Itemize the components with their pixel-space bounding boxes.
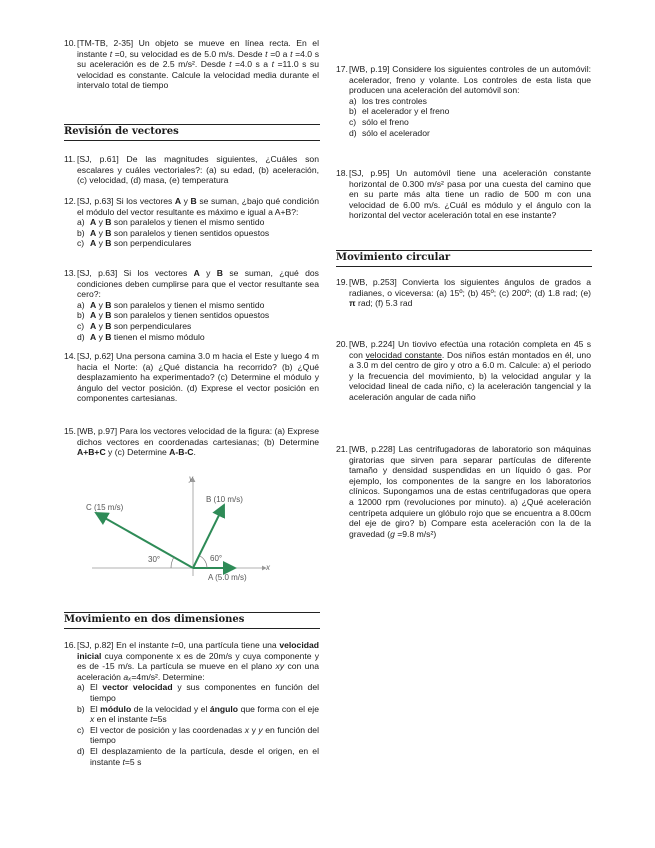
list-item: b) A y B son paralelos y tienen sentidos opuestos [77, 310, 270, 321]
problem-text: [SJ, p.63] Si los vectores A y B se suman, ¿bajo qué condición el módulo del vector resultante es máximo e igual a A+B?: a) A y B son paralelos y tienen el mismo sentido b) A y B son paralelos y tienen sentidos opuestos c) A y B son perpendiculares [77, 196, 319, 249]
option-list [77, 682, 319, 767]
angle-arc-30 [171, 557, 174, 568]
problem-number: 10. [64, 38, 76, 48]
label-C: C (15 m/s) [86, 503, 124, 512]
problem-text: [TM-TB, 2-35] Un objeto se mueve en línea recta. En el instante t =0, su velocidad es de 5.0 m/s. Desde t =0 a t =4.0 s su aceleración es de 2.5 m/s². Desde t =4.0 s a t =11.0 s su velocidad es constante. Calcule la velocidad media durante el intervalo total de tiempo [77, 38, 319, 91]
list-item: c) El vector de posición y las coordenadas x y y en función del tiempo [77, 724, 319, 746]
list-item: d) El desplazamiento de la partícula, desde el origen, en el instante t=5 s [77, 745, 319, 767]
angle-label-60: 60° [210, 554, 223, 563]
section-heading-circular: Movimiento circular [336, 250, 592, 267]
label-A: A (5.0 m/s) [208, 573, 247, 582]
problem-text: [WB, p.228] Las centrifugadoras de laboratorio son máquinas giratorias que sirven para separar partículas de diferente tamaño y densidad suspendidas en un líquido ó gas. Por ejemplo, los componentes de la sangre en los laboratorios clínicos. Supongamos una de estas centrifugadoras que opera a 12000 rpm (revoluciones por minuto). a) ¿Qué aceleración centrípeta adquiere un glóbulo rojo que se encuentra a 8.00cm del eje de giro? b) Compare esta aceleración con la de la gravedad (g =9.8 m/s²) [349, 444, 591, 539]
problem-18 [336, 168, 591, 221]
problem-16 [64, 640, 319, 767]
problem-17 [336, 64, 591, 138]
problem-number: 16. [64, 640, 76, 650]
vector-C [96, 513, 193, 568]
problem-15 [64, 426, 319, 458]
problem-11 [64, 154, 319, 186]
section-heading-dos-dimensiones: Movimiento en dos dimensiones [64, 612, 320, 629]
problem-number: 20. [336, 339, 348, 349]
problem-number: 15. [64, 426, 76, 436]
list-item: c) A y B son perpendiculares [77, 238, 192, 249]
list-item: d) A y B tienen el mismo módulo [77, 331, 205, 342]
problem-number: 13. [64, 268, 76, 278]
angle-arc-60 [200, 556, 207, 568]
problem-text: [WB, p.253] Convierta los siguientes ángulos de grados a radianes, o viceversa: (a) 15º; (b) 45º; (c) 200º; (d) 1.8 rad; (e) π rad; (f) 5.3 rad [349, 277, 591, 309]
problem-21 [336, 444, 591, 539]
section-heading-vectores: Revisión de vectores [64, 124, 320, 141]
label-B: B (10 m/s) [206, 495, 243, 504]
vector-figure [84, 470, 284, 590]
option-list [349, 96, 591, 138]
problem-10 [64, 38, 319, 91]
list-item: c) sólo el freno [349, 116, 409, 127]
problem-13 [64, 268, 319, 342]
problem-14 [64, 351, 319, 404]
list-item: b) El módulo de la velocidad y el ángulo que forma con el eje x en el instante t=5s [77, 703, 319, 725]
problem-number: 19. [336, 277, 348, 287]
problem-text: [SJ, p.63] Si los vectores A y B se suman, ¿qué dos condiciones deben cumplirse para que el vector resultante sea cero?: a) A y B son paralelos y tienen el mismo sentido b) A y B son paralelos y tienen sentidos opuestos c) A y B son perpendiculares d) A y B tienen el mismo módulo [77, 268, 319, 342]
problem-number: 11. [64, 154, 76, 164]
problem-number: 17. [336, 64, 348, 74]
problem-20 [336, 339, 591, 403]
list-item: c) A y B son perpendiculares [77, 320, 192, 331]
problem-text: [SJ, p.82] En el instante t=0, una partícula tiene una velocidad inicial cuya componente x es de 20m/s y cuya componente y es de -15 m/s. La partícula se mueve en el plano xy con una aceleración aₓ=4m/s². Determine: a) El vector velocidad y sus componentes en función del tiempo b) El módulo de la velocidad y el ángulo que forma con el eje x en el instante t=5s c) El vector de posición y las coordenadas x y y en función del tiempo d) El desplazamiento de la partícula, desde el origen, en el instante t=5 s [77, 640, 320, 767]
list-item: a) El vector velocidad y sus componentes en función del tiempo [77, 682, 320, 703]
option-list [77, 300, 319, 342]
problem-text: [SJ, p.62] Una persona camina 3.0 m hacia el Este y luego 4 m hacia el Norte: (a) ¿Qué distancia ha recorrido? (b) ¿Qué desplazamiento ha experimentado? (c) Determine el módulo y ángulo del vector posición. (d) Exprese el vector posición en componentes cartesianas. [77, 351, 319, 404]
problem-text: [SJ, p.61] De las magnitudes siguientes, ¿Cuáles son escalares y cuáles vectoriales?: (a) su edad, (b) aceleración, (c) velocidad, (d) masa, (e) temperatura [77, 154, 319, 186]
option-list [77, 217, 319, 249]
list-item: b) el acelerador y el freno [349, 106, 450, 117]
x-axis-label: x [266, 563, 270, 572]
problem-text: [SJ, p.95] Un automóvil tiene una aceleración constante horizontal de 0.300 m/s² pasa por una cuesta del camino que en su parte más alta tiene un radio de 500 m con una velocidad de 6.00 m/s. ¿Cuál es módulo y el ángulo con la horizontal del vector aceleración total en ese instante? [349, 168, 591, 221]
problem-number: 12. [64, 196, 76, 206]
list-item: b) A y B son paralelos y tienen sentidos opuestos [77, 227, 270, 238]
list-item: a) A y B son paralelos y tienen el mismo sentido [77, 217, 265, 228]
problem-number: 18. [336, 168, 348, 178]
angle-label-30: 30° [148, 555, 161, 564]
problem-text: [WB, p.224] Un tiovivo efectúa una rotación completa en 45 s con velocidad constante. Dos niños están montados en él, uno a 3.0 m del centro de giro y otro a 6.0 m. Calcule: a) el periodo y la frecuencia del movimiento, b) la velocidad angular y la velocidad lineal de cada niño, c) la aceleración tangencial y la aceleración angular de cada niño [349, 339, 591, 402]
problem-text: [WB, p.97] Para los vectores velocidad de la figura: (a) Exprese dichos vectores en coordenadas cartesianas; (b) Determine A+B+C y (c) Determine A-B-C. [77, 426, 319, 458]
problem-19 [336, 277, 591, 309]
problem-number: 21. [336, 444, 348, 454]
y-axis-label: y [189, 474, 193, 483]
list-item: a) A y B son paralelos y tienen el mismo sentido [77, 299, 265, 310]
problem-12 [64, 196, 319, 249]
problem-number: 14. [64, 351, 76, 361]
list-item: a) los tres controles [349, 95, 427, 106]
list-item: d) sólo el acelerador [349, 127, 430, 138]
problem-text: [WB, p.19] Considere los siguientes controles de un automóvil: acelerador, freno y volante. Los controles de esta lista que producen una aceleración del automóvil son: a) los tres controles b) el acelerador y el freno c) sólo el freno d) sólo el acelerador [349, 64, 591, 138]
